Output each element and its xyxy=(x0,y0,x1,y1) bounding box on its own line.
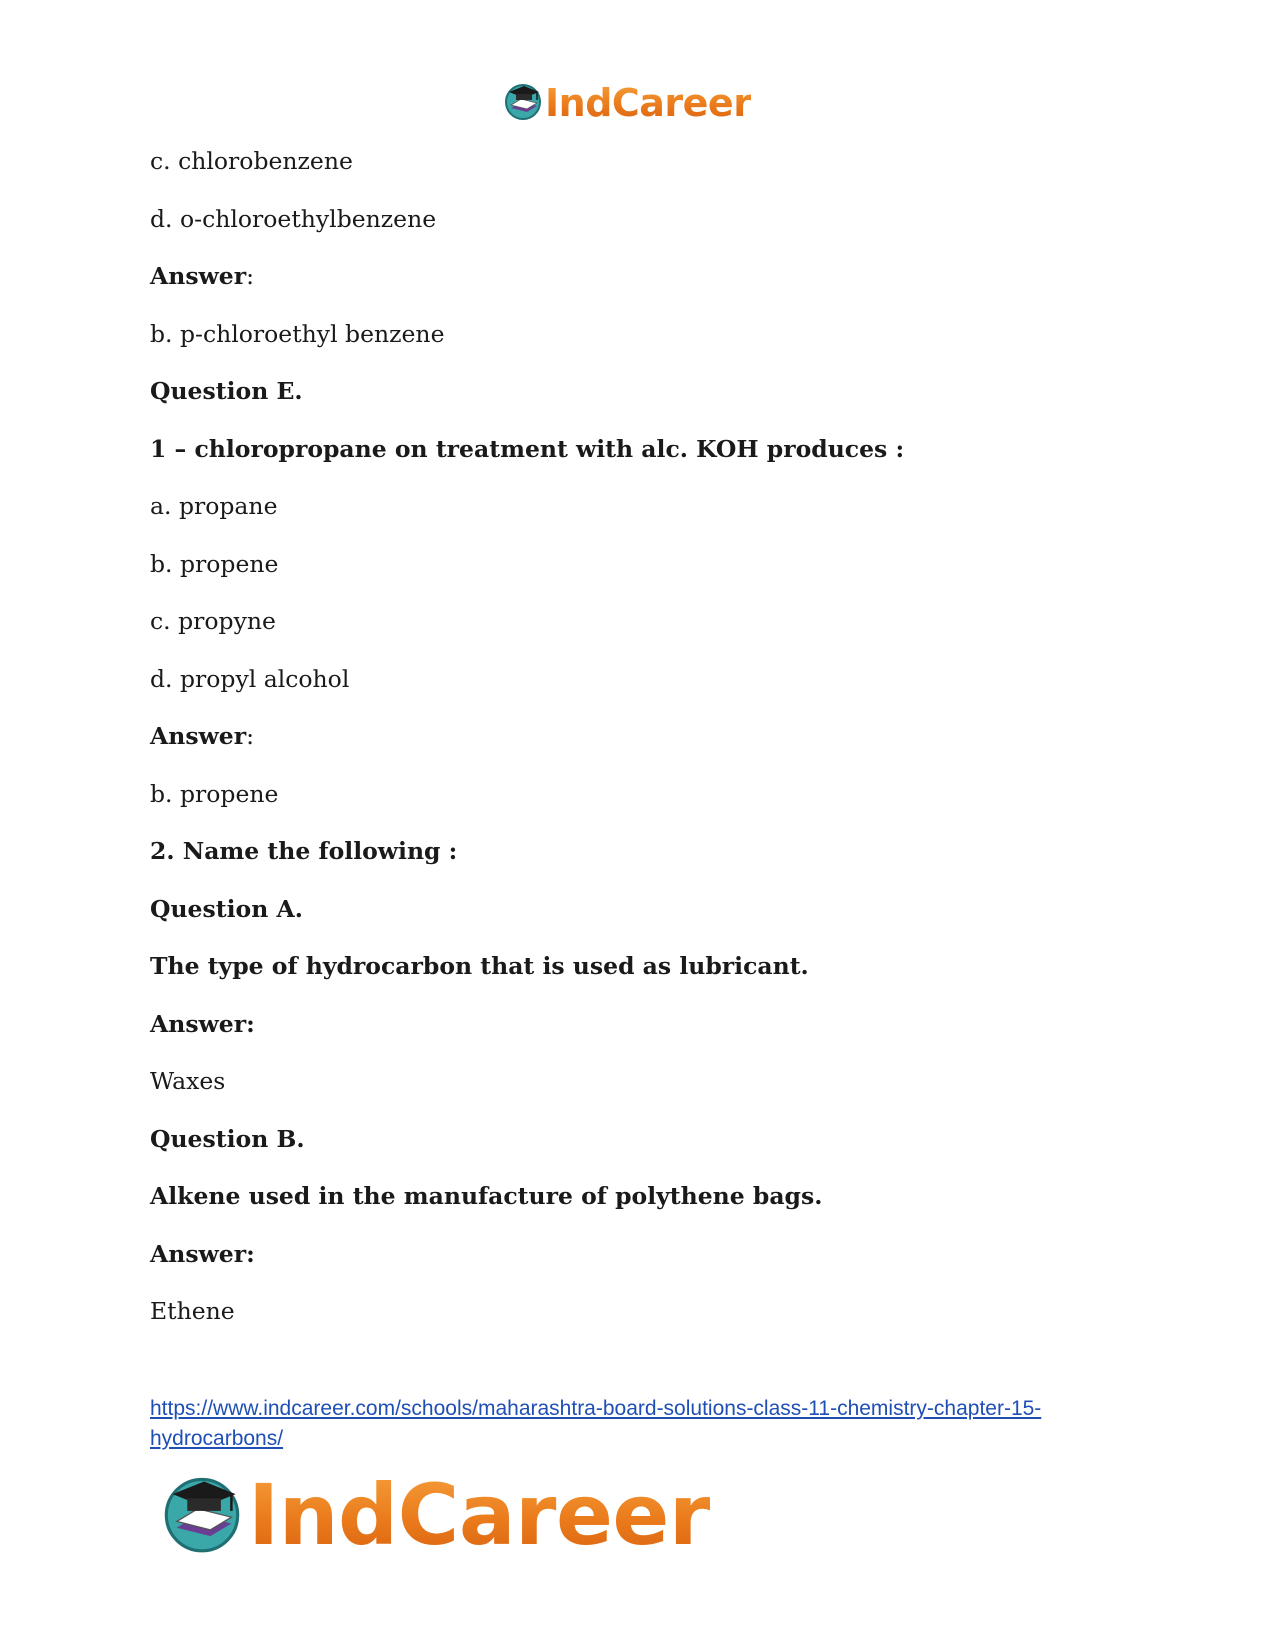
answer-text: Ethene xyxy=(150,1297,235,1325)
source-link-line-1: https://www.indcareer.com/schools/maharashtra-board-solutions-class-11-chemistry-chapter-15- xyxy=(150,1397,1042,1420)
graduation-cap-book-icon xyxy=(503,81,543,125)
brand-name: IndCareer xyxy=(545,81,752,125)
section-heading: 2. Name the following : xyxy=(150,837,458,865)
answer-label-line xyxy=(150,261,1140,291)
brand-name: IndCareer xyxy=(248,1466,710,1564)
option-line: c. chlorobenzene xyxy=(150,147,353,175)
answer-text: b. p-chloroethyl benzene xyxy=(150,319,445,348)
answer-label-line xyxy=(150,721,1140,751)
option-line: d. propyl alcohol xyxy=(150,664,350,693)
answer-label: Answer xyxy=(150,262,247,290)
option-line: b. propene xyxy=(150,549,279,578)
answer-colon: : xyxy=(246,722,255,750)
question-text: 1 – chloropropane on treatment with alc. KOH produces : xyxy=(150,434,905,463)
question-heading: Question A. xyxy=(150,894,303,923)
header-logo xyxy=(503,80,751,126)
source-link-block xyxy=(150,1394,1150,1454)
question-heading: Question B. xyxy=(150,1124,305,1153)
source-link-line-2: hydrocarbons/ xyxy=(150,1427,284,1450)
question-text: The type of hydrocarbon that is used as lubricant. xyxy=(150,952,809,980)
answer-label: Answer: xyxy=(150,1009,255,1038)
graduation-cap-book-icon xyxy=(160,1471,244,1559)
source-link[interactable] xyxy=(150,1397,1041,1450)
answer-text: Waxes xyxy=(150,1067,226,1095)
answer-label: Answer xyxy=(150,722,247,750)
answer-colon: : xyxy=(246,262,255,290)
document-body xyxy=(150,146,1140,1354)
option-line: a. propane xyxy=(150,492,278,520)
footer-logo xyxy=(160,1465,710,1565)
option-line: d. o-chloroethylbenzene xyxy=(150,204,437,233)
answer-text: b. propene xyxy=(150,779,279,808)
answer-label: Answer: xyxy=(150,1239,255,1268)
option-line: c. propyne xyxy=(150,607,276,635)
question-heading: Question E. xyxy=(150,377,303,405)
question-text: Alkene used in the manufacture of polythene bags. xyxy=(150,1182,823,1210)
